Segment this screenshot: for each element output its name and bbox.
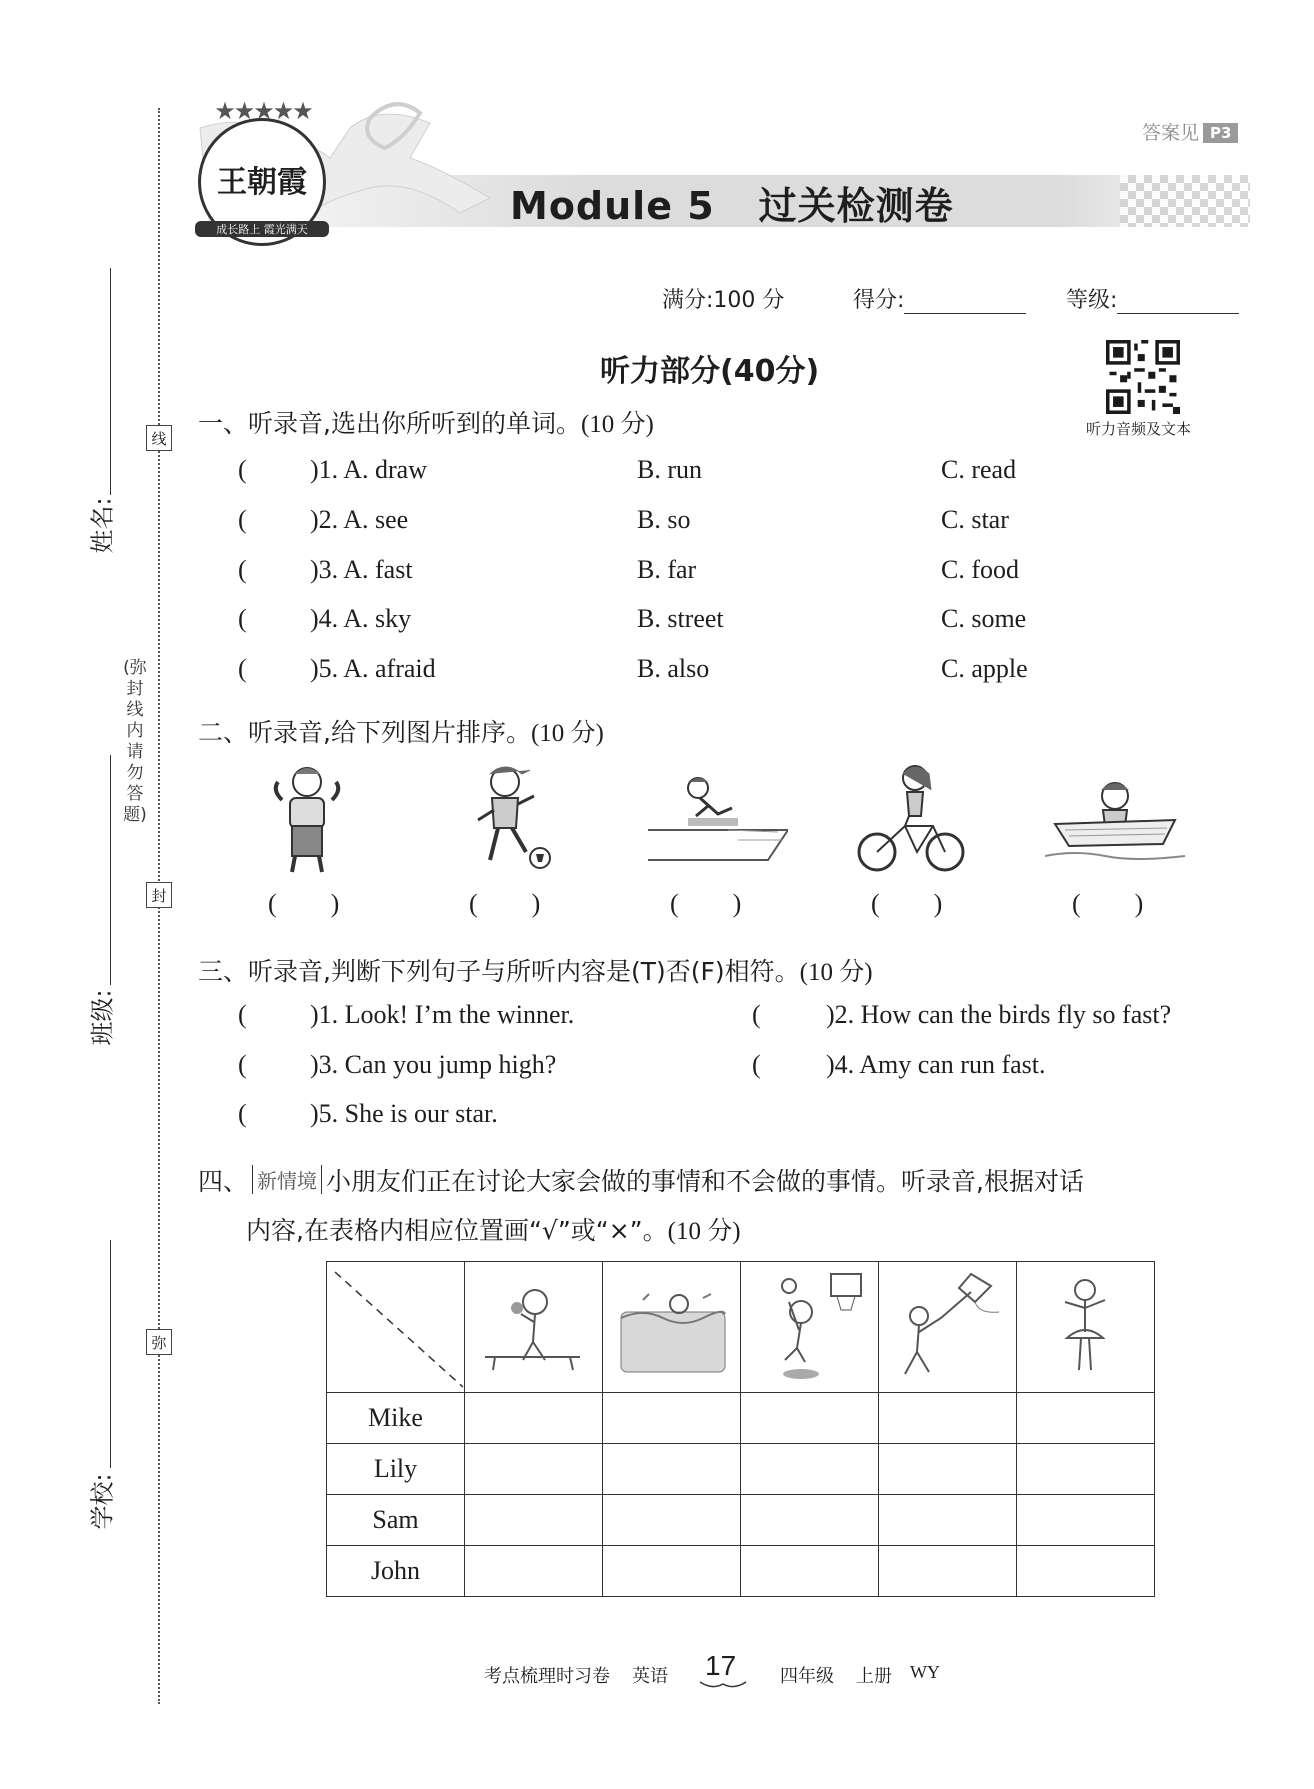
kite-icon (879, 1262, 1016, 1388)
footer-edition: WY (910, 1662, 940, 1682)
name-cell: Sam (327, 1495, 465, 1546)
q4-points: (10 分) (667, 1218, 741, 1245)
answer-cell[interactable] (741, 1495, 879, 1546)
q1-item-1-a: )1. A. draw (310, 455, 427, 484)
girl-football-picture (460, 760, 560, 875)
q1-item-2-a: )2. A. see (310, 505, 409, 534)
q4-new-context-tag: 新情境 (252, 1165, 322, 1194)
score-field (853, 283, 1026, 314)
answer-cell[interactable] (879, 1546, 1017, 1597)
answer-cell[interactable] (603, 1495, 741, 1546)
activity-ping-pong (465, 1262, 603, 1393)
table-row (327, 1393, 1155, 1444)
school-label: 学校: (88, 1473, 117, 1530)
q2-answer-3-close: ) (732, 889, 742, 918)
q2-answer-2-close: ) (531, 889, 541, 918)
score-label: 得分: (853, 288, 905, 313)
activity-basketball (741, 1262, 879, 1393)
q2-answer-5-open: ( (1072, 889, 1081, 918)
q4-title-line2 (246, 1211, 741, 1247)
q3-item-5: )5. She is our star. (310, 1099, 498, 1128)
grade-label: 等级: (1066, 288, 1118, 313)
activity-fly-kite (879, 1262, 1017, 1393)
q1-points: (10 分) (580, 411, 654, 438)
q1-item-2-c: C. star (941, 505, 1009, 534)
logo-stars-icon: ★★★★★ (214, 97, 312, 125)
q1-item-5-paren: ( (238, 654, 247, 683)
name-cell: Lily (327, 1444, 465, 1495)
q4-answer-table (326, 1261, 1155, 1597)
girl-swimming-picture (648, 770, 788, 870)
q4-title-text-1: 小朋友们正在讨论大家会做的事情和不会做的事情。听录音,根据对话 (326, 1167, 1084, 1196)
q1-item-3-paren: ( (238, 555, 247, 584)
title-cn: 过关检测卷 (758, 184, 954, 228)
answer-cell[interactable] (1017, 1546, 1155, 1597)
q2-answer-4-open: ( (871, 889, 880, 918)
class-write-line[interactable] (110, 755, 111, 985)
girl-cycling-picture (855, 760, 965, 875)
score-blank[interactable] (904, 289, 1026, 314)
page-number-book-icon (698, 1680, 748, 1692)
q1-item-1-c: C. read (941, 455, 1017, 484)
q2-answer-3[interactable] (670, 889, 741, 919)
answer-cell[interactable] (1017, 1393, 1155, 1444)
grade-blank[interactable] (1117, 289, 1239, 314)
school-write-line[interactable] (110, 1240, 111, 1468)
q3-item-2-paren: ( (752, 1000, 761, 1029)
q3-title-text: 三、听录音,判断下列句子与所听内容是(T)否(F)相符。 (198, 957, 800, 986)
listening-section-title: 听力部分(40分) (600, 354, 820, 389)
logo-badge (198, 97, 326, 246)
q3-item-5-paren: ( (238, 1099, 247, 1128)
q1-item-3-b: B. far (637, 555, 697, 584)
q2-answer-5[interactable] (1072, 889, 1143, 919)
q2-answer-1[interactable] (268, 889, 339, 919)
seal-box-line: 线 (146, 425, 172, 451)
page-number: 17 (705, 1650, 737, 1681)
table-row (327, 1444, 1155, 1495)
name-write-line[interactable] (110, 268, 111, 495)
q4-title-line1 (198, 1162, 1084, 1198)
q4-prefix: 四、 (198, 1167, 249, 1196)
activity-swim (603, 1262, 741, 1393)
q1-item-3-c: C. food (941, 555, 1019, 584)
seal-box-seal: 封 (146, 882, 172, 908)
q1-item-2-paren: ( (238, 505, 247, 534)
q1-item-4-paren: ( (238, 604, 247, 633)
title-module: Module 5 (510, 184, 715, 228)
answer-cell[interactable] (879, 1393, 1017, 1444)
seal-box-mi: 弥 (146, 1329, 172, 1355)
answer-cell[interactable] (465, 1393, 603, 1444)
q2-title (198, 713, 604, 749)
q2-answer-1-close: ) (330, 889, 340, 918)
q3-item-1-paren: ( (238, 1000, 247, 1029)
q2-answer-4[interactable] (871, 889, 942, 919)
q1-item-4-c: C. some (941, 604, 1027, 633)
q3-title (198, 952, 873, 988)
page-title (510, 175, 954, 230)
answer-cell[interactable] (741, 1444, 879, 1495)
footer-subject: 英语 (632, 1666, 668, 1687)
table-corner-cell (327, 1262, 465, 1393)
q3-item-3-paren: ( (238, 1050, 247, 1079)
q2-answer-4-close: ) (933, 889, 943, 918)
answer-cell[interactable] (1017, 1444, 1155, 1495)
q1-item-5-b: B. also (637, 654, 710, 683)
answer-cell[interactable] (603, 1546, 741, 1597)
basketball-icon (741, 1262, 878, 1388)
table-header-row (327, 1262, 1155, 1393)
q2-answer-1-open: ( (268, 889, 277, 918)
answer-cell[interactable] (465, 1495, 603, 1546)
answer-reference (1142, 118, 1238, 145)
seal-warning: (弥封线内请勿答题) (123, 658, 147, 825)
footer-series: 考点梳理时习卷 (484, 1666, 610, 1687)
girl-boat-picture (1045, 770, 1185, 870)
q3-item-2: )2. How can the birds fly so fast? (826, 1000, 1172, 1029)
q1-item-1-paren: ( (238, 455, 247, 484)
swim-icon (603, 1262, 740, 1388)
q3-item-4: )4. Amy can run fast. (826, 1050, 1046, 1079)
answer-cell[interactable] (741, 1546, 879, 1597)
q3-points: (10 分) (799, 959, 873, 986)
q2-answer-2[interactable] (469, 889, 540, 919)
name-label: 姓名: (88, 497, 117, 554)
answer-cell[interactable] (879, 1495, 1017, 1546)
answer-cell[interactable] (879, 1444, 1017, 1495)
answer-cell[interactable] (603, 1393, 741, 1444)
q4-title-text-2: 内容,在表格内相应位置画“√”或“×”。 (246, 1216, 668, 1245)
q1-item-1-b: B. run (637, 455, 702, 484)
q3-item-4-paren: ( (752, 1050, 761, 1079)
q2-answer-3-open: ( (670, 889, 679, 918)
class-label: 班级: (88, 989, 117, 1046)
ping-pong-icon (465, 1262, 602, 1388)
answer-cell[interactable] (465, 1546, 603, 1597)
name-cell: Mike (327, 1393, 465, 1444)
activity-dance (1017, 1262, 1155, 1393)
qr-label: 听力音频及文本 (1086, 420, 1192, 438)
q1-title-text: 一、听录音,选出你所听到的单词。 (198, 409, 581, 438)
answer-ref-label: 答案见 (1142, 122, 1200, 144)
qr-code-icon[interactable] (1106, 340, 1180, 414)
q1-item-5-c: C. apple (941, 654, 1028, 683)
q1-item-4-b: B. street (637, 604, 724, 633)
q3-item-3: )3. Can you jump high? (310, 1050, 557, 1079)
logo-name: 王朝霞 (217, 165, 307, 200)
q1-item-2-b: B. so (637, 505, 691, 534)
full-score: 满分:100 分 (662, 288, 785, 313)
q2-title-text: 二、听录音,给下列图片排序。 (198, 718, 531, 747)
logo-slogan: 成长路上 霞光满天 (195, 221, 329, 237)
q2-points: (10 分) (530, 720, 604, 747)
table-row (327, 1546, 1155, 1597)
table-row (327, 1495, 1155, 1546)
q1-item-5-a: )5. A. afraid (310, 654, 436, 683)
title-checker-pattern (1120, 175, 1250, 227)
diagonal-line (327, 1262, 464, 1388)
q2-answer-5-close: ) (1134, 889, 1144, 918)
grade-field (1066, 283, 1239, 314)
q2-answer-2-open: ( (469, 889, 478, 918)
answer-cell[interactable] (1017, 1495, 1155, 1546)
answer-cell[interactable] (465, 1444, 603, 1495)
answer-cell[interactable] (603, 1444, 741, 1495)
footer-volume: 上册 (856, 1666, 892, 1687)
name-cell: John (327, 1546, 465, 1597)
footer-grade: 四年级 (780, 1666, 834, 1687)
strong-boy-picture (262, 760, 352, 875)
q1-item-3-a: )3. A. fast (310, 555, 413, 584)
answer-page-badge: P3 (1203, 123, 1238, 143)
answer-cell[interactable] (741, 1393, 879, 1444)
q1-title (198, 404, 654, 440)
dance-icon (1017, 1262, 1154, 1388)
q1-item-4-a: )4. A. sky (310, 604, 412, 633)
q3-item-1: )1. Look! I’m the winner. (310, 1000, 575, 1029)
